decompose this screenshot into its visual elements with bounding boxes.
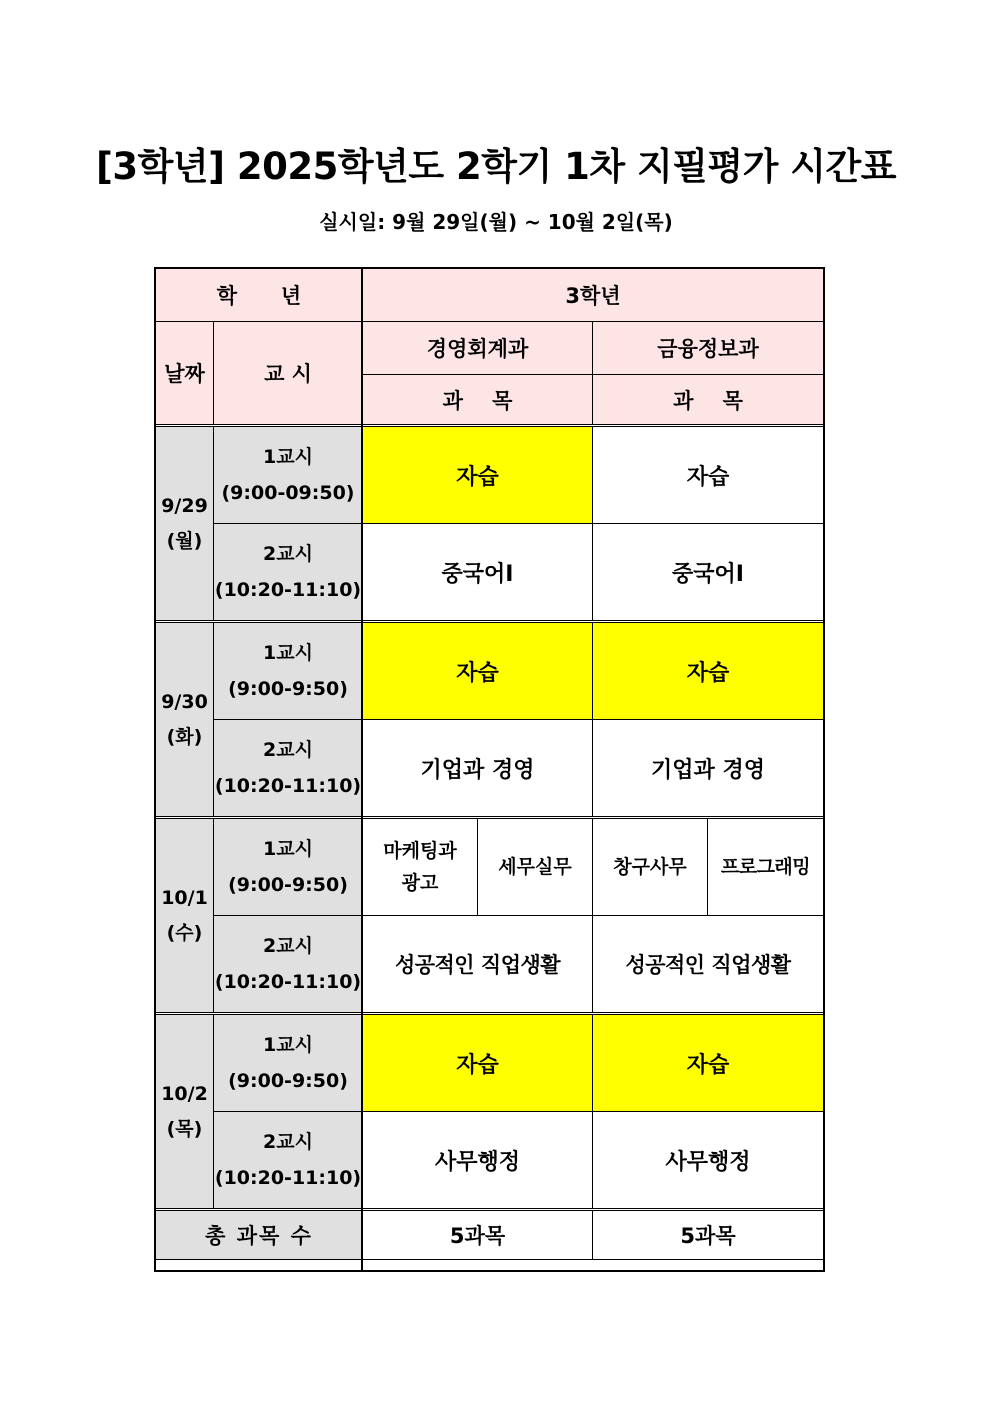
period-cell: 1교시 (9:00-09:50) [214, 426, 363, 524]
subject-cell: 창구사무 [593, 818, 708, 916]
subject-cell: 기업과 경영 [363, 720, 593, 818]
period-label: 교 시 [214, 322, 363, 426]
page-title: [3학년] 2025학년도 2학기 1차 지필평가 시간표 [95, 145, 897, 188]
subject-cell: 자습 [363, 622, 593, 720]
period-cell: 2교시 (10:20-11:10) [214, 1112, 363, 1210]
table-row [156, 524, 824, 622]
subject-cell: 자습 [363, 1014, 593, 1112]
date-cell: 10/2 (목) [156, 1014, 214, 1210]
subject-cell: 기업과 경영 [593, 720, 824, 818]
table-row [156, 426, 824, 524]
period-cell: 2교시 (10:20-11:10) [214, 720, 363, 818]
table-row [156, 916, 824, 1014]
total-row [156, 1210, 824, 1260]
period-cell: 1교시 (9:00-9:50) [214, 622, 363, 720]
period-cell: 1교시 (9:00-9:50) [214, 1014, 363, 1112]
exam-period: 실시일: 9월 29일(월) ~ 10월 2일(목) [319, 210, 673, 234]
dept-2-name: 금융정보과 [593, 322, 824, 375]
date-cell: 9/29 (월) [156, 426, 214, 622]
table-row [156, 720, 824, 818]
subject-cell: 성공적인 직업생활 [363, 916, 593, 1014]
subject-cell: 세무실무 [478, 818, 593, 916]
period-cell: 2교시 (10:20-11:10) [214, 524, 363, 622]
subject-cell: 자습 [593, 1014, 824, 1112]
total-dept-1: 5과목 [363, 1210, 593, 1260]
date-cell: 10/1 (수) [156, 818, 214, 1014]
subject-cell: 성공적인 직업생활 [593, 916, 824, 1014]
total-dept-2: 5과목 [593, 1210, 824, 1260]
dept-row [156, 322, 824, 375]
table-row [156, 818, 824, 916]
dept-1-name: 경영회계과 [363, 322, 593, 375]
subject-cell: 자습 [363, 426, 593, 524]
grade-label: 학 년 [156, 269, 363, 322]
subject-cell: 프로그래밍 [708, 818, 824, 916]
table-row [156, 622, 824, 720]
subject-cell: 자습 [593, 622, 824, 720]
table-row [156, 1014, 824, 1112]
date-label: 날짜 [156, 322, 214, 426]
subject-cell: 마케팅과 광고 [363, 818, 478, 916]
period-cell: 2교시 (10:20-11:10) [214, 916, 363, 1014]
subject-cell: 자습 [593, 426, 824, 524]
subject-label-2: 과 목 [593, 375, 824, 426]
subject-cell: 중국어Ⅰ [593, 524, 824, 622]
grade-row [156, 269, 824, 322]
subject-label-1: 과 목 [363, 375, 593, 426]
total-label: 총 과목 수 [156, 1210, 363, 1260]
period-cell: 1교시 (9:00-9:50) [214, 818, 363, 916]
subject-cell: 사무행정 [363, 1112, 593, 1210]
date-cell: 9/30 (화) [156, 622, 214, 818]
exam-timetable [155, 268, 824, 1260]
subject-cell: 중국어Ⅰ [363, 524, 593, 622]
grade-value: 3학년 [363, 269, 824, 322]
subject-cell: 사무행정 [593, 1112, 824, 1210]
table-row [156, 1112, 824, 1210]
